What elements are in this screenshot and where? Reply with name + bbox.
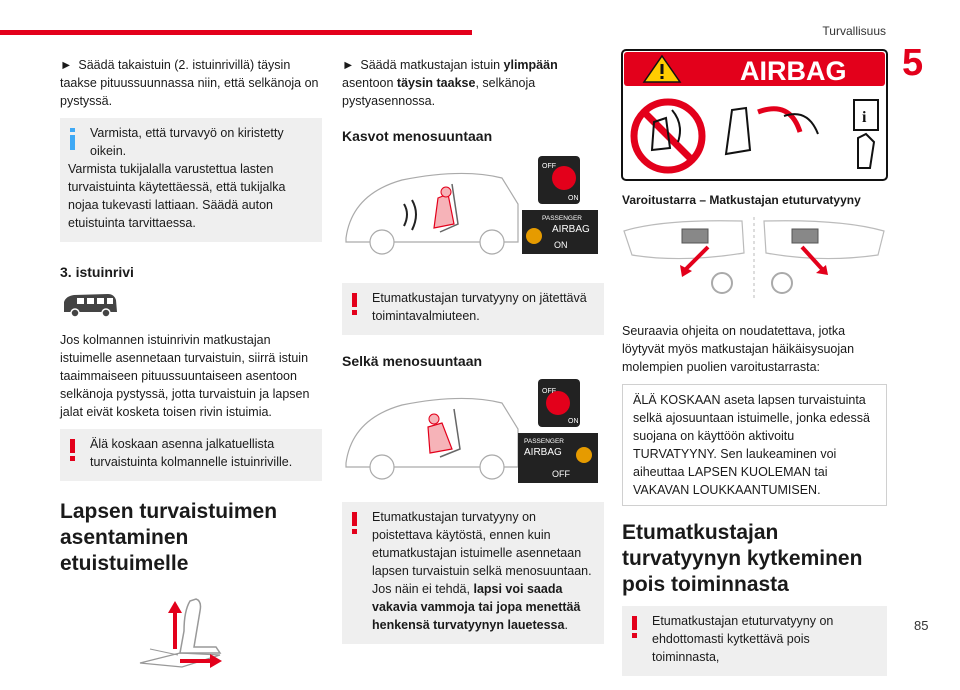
warning-mark-icon (632, 616, 637, 638)
label-line: PASSENGER (542, 215, 582, 222)
switch-off-text: OFF (542, 388, 556, 395)
svg-text:i: i (862, 109, 867, 126)
bullet-marker: ► (60, 58, 73, 72)
switch-on-text: ON (568, 195, 579, 202)
top-accent-bar (0, 30, 472, 35)
text-bold: täysin taakse (396, 76, 476, 90)
warning-text-bold: lapsi voi saada vakavia vammoja tai jopa menettää henkensä turvatyynyn lauetessa (372, 582, 581, 632)
label-line: AIRBAG (524, 447, 562, 458)
chapter-number: 5 (902, 42, 924, 84)
passenger-airbag-on-label (522, 210, 598, 254)
info-line-2: Varmista tukijalalla varustettua lasten turvaistuinta käytettäessä, että tukijalka nojaa tukevasti lattiaan. Säädä auton etuistuinta tarvittaessa. (68, 162, 286, 230)
paragraph-text: Säädä takaistuin (2. istuinrivillä) täysin taakse pituussuunnassa niin, että selkänoja on pystyssä. (60, 58, 319, 108)
child-seat-icon (120, 591, 240, 671)
paragraph-seat-adjust (342, 56, 604, 110)
sunvisor-illustration (622, 213, 887, 305)
info-line-1: Varmista, että turvavyö on kiristetty oikein. (90, 126, 284, 158)
label-line: ON (554, 240, 568, 250)
paragraph-rear-seat (60, 56, 322, 110)
warning-box-third-row (60, 429, 322, 481)
warning-mark-icon (352, 293, 357, 315)
info-box-seatbelt (60, 118, 322, 242)
label-line: AIRBAG (552, 224, 590, 235)
text-part: , selkänoja pystyasennossa. (342, 76, 536, 108)
column-1 (60, 56, 322, 676)
airbag-switch-icon (538, 156, 580, 204)
switch-on-text: ON (568, 418, 579, 425)
page-number: 85 (914, 618, 929, 633)
warning-text: Etumatkustajan turvatyyny on jätettävä toimintavalmiuteen. (372, 291, 587, 323)
warning-text: Etumatkustajan etuturvatyyny on ehdottomasti kytkettävä pois toiminnasta, (652, 614, 834, 664)
info-mark-icon (70, 128, 75, 150)
warning-text: Etumatkustajan turvatyyny on poistettava käytöstä, ennen kuin etumatkustajan istuimelle asennetaan lapsen turvaistuin selkä menosuuntaan. Jos näin ei tehdä, (372, 510, 592, 596)
bullet-marker: ► (342, 58, 355, 72)
heading-disable-airbag: Etumatkustajan turvatyynyn kytkeminen pois toiminnasta (622, 521, 863, 596)
column-3 (622, 50, 887, 690)
section-title: Turvallisuus (822, 24, 886, 38)
warning-text: . (564, 618, 568, 632)
figure-caption: Varoitustarra – Matkustajan etuturvatyyny (622, 193, 861, 207)
sticker-notice: ÄLÄ KOSKAAN aseta lapsen turvaistuinta selkä ajosuuntaan istuimelle, jonka edessä suojana on käyttöön aktivoitu TURVATYYNY. Sen laukeaminen voi aiheuttaa LAPSEN KUOLEMAN tai VAKAVAN LOUKKAANTUMISEN. (622, 384, 887, 506)
text-part: asentoon (342, 76, 397, 90)
warning-mark-icon (352, 512, 357, 534)
heading-forward-facing: Kasvot menosuuntaan (342, 128, 493, 144)
forward-facing-illustration (342, 154, 604, 264)
text-part: Säädä matkustajan istuin (360, 58, 504, 72)
rear-facing-illustration (342, 379, 604, 487)
warning-mark-icon (70, 439, 75, 461)
heading-row-3: 3. istuinrivi (60, 264, 134, 280)
heading-front-seat-install: Lapsen turvaistuimen asentaminen etuistuimelle (60, 500, 278, 575)
airbag-switch-icon (538, 379, 580, 427)
warning-box-forward (342, 283, 604, 335)
passenger-airbag-off-label (518, 433, 598, 483)
heading-rear-facing: Selkä menosuuntaan (342, 353, 483, 369)
warning-text: Älä koskaan asenna jalkatuellista turvaistuinta kolmannelle istuinriville. (90, 437, 293, 469)
label-line: PASSENGER (524, 438, 564, 445)
warning-box-disable (622, 606, 887, 676)
airbag-label: AIRBAG (740, 56, 847, 86)
paragraph-follow-instructions: Seuraavia ohjeita on noudatettava, jotka löytyvät myös matkustajan häikäisysuojan molempien puolien varoitustarrasta: (622, 324, 855, 374)
van-icon (60, 290, 120, 320)
text-bold: ylimpään (503, 58, 558, 72)
paragraph-third-row: Jos kolmannen istuinrivin matkustajan istuimelle asennetaan turvaistuin, siirrä istuin taaimmaiseen pituussuuntaiseen asentoon selkänoja pystyssä, jotta turvaistuin ja lapsen jalat eivät kosketa toisen rivin istuimia. (60, 333, 310, 419)
airbag-warning-sticker (622, 50, 887, 180)
warning-box-rear (342, 502, 604, 644)
label-line: OFF (552, 469, 570, 479)
switch-off-text: OFF (542, 163, 556, 170)
column-2 (342, 56, 604, 658)
